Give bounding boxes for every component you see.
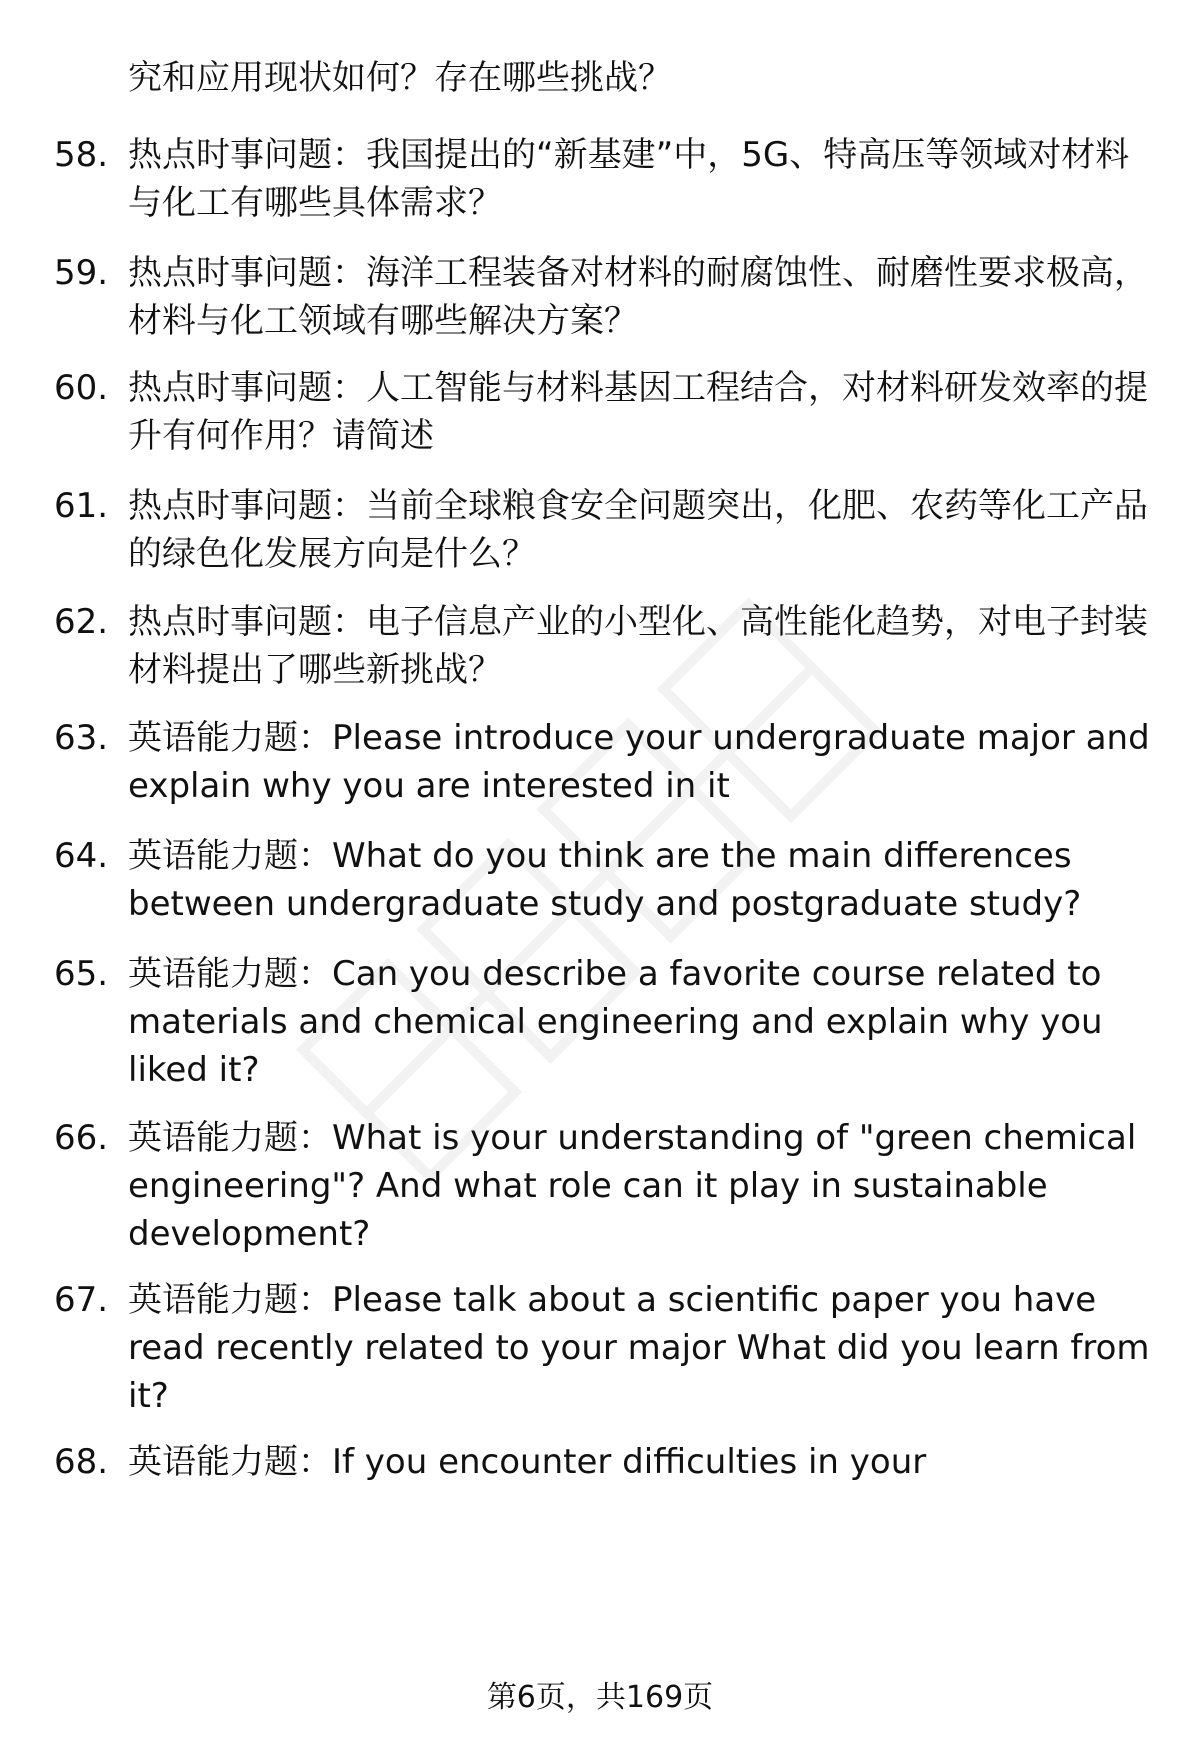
page-footer: 第6页，共169页: [486, 1680, 714, 1715]
question-text: 英语能力题：What do you think are the main differences between undergraduate study and postgraduate study?: [128, 836, 1082, 924]
question-text: 英语能力题：What is your understanding of "green chemical engineering"? And what role can it play in sustainable development?: [128, 1118, 1137, 1254]
question-number: 67.: [54, 1280, 109, 1320]
question-number: 65.: [54, 954, 109, 994]
continued-question-text: 究和应用现状如何？存在哪些挑战？: [128, 58, 672, 98]
question-text: 热点时事问题：人工智能与材料基因工程结合，对材料研发效率的提升有何作用？请简述: [128, 368, 1148, 456]
question-number: 64.: [54, 836, 109, 876]
question-text: 热点时事问题：电子信息产业的小型化、高性能化趋势，对电子封装材料提出了哪些新挑战？: [128, 602, 1148, 690]
question-number: 60.: [54, 368, 109, 408]
question-number: 62.: [54, 602, 109, 642]
question-number: 61.: [54, 486, 109, 526]
question-number: 68.: [54, 1442, 109, 1482]
question-text: 热点时事问题：海洋工程装备对材料的耐腐蚀性、耐磨性要求极高，材料与化工领域有哪些解决方案？: [128, 253, 1148, 341]
question-text: 热点时事问题：当前全球粮食安全问题突出，化肥、农药等化工产品的绿色化发展方向是什么？: [128, 486, 1148, 574]
question-number: 63.: [54, 718, 109, 758]
question-text: 热点时事问题：我国提出的“新基建”中，5G、特高压等领域对材料与化工有哪些具体需求？: [128, 135, 1130, 223]
question-text: 英语能力题：Please talk about a scientific paper you have read recently related to your major What did you learn from it?: [128, 1280, 1150, 1416]
question-number: 66.: [54, 1118, 109, 1158]
question-text: 英语能力题：Can you describe a favorite course related to materials and chemical engineering and explain why you liked it?: [128, 954, 1103, 1090]
question-text: 英语能力题：If you encounter difficulties in your: [128, 1442, 927, 1482]
question-number: 59.: [54, 253, 109, 293]
question-number: 58.: [54, 135, 109, 175]
question-text: 英语能力题：Please introduce your undergraduate major and explain why you are interested in it: [128, 718, 1150, 806]
